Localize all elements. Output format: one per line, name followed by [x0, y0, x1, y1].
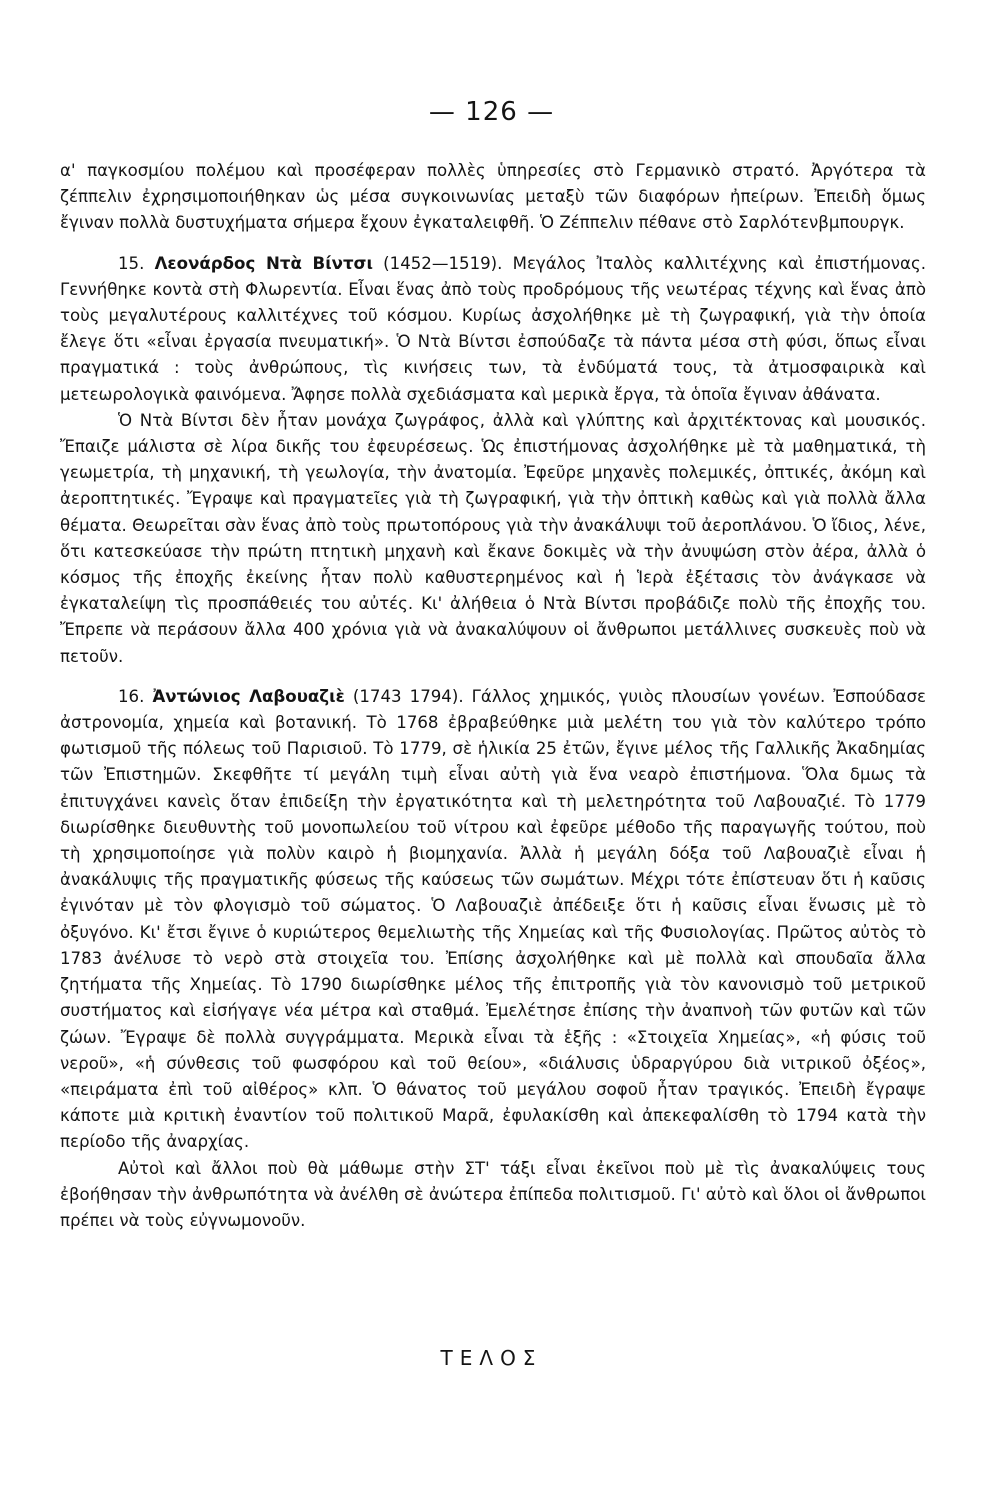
- paragraph-text: Αὐτοὶ καὶ ἄλλοι ποὺ θὰ μάθωμε στὴν ΣΤ' τάξι εἶναι ἐκεῖνοι ποὺ μὲ τὶς ἀνακαλύψεις τους ἐβοήθησαν τὴν ἀνθρωπότητα νὰ ἀνέλθη σὲ ἀνώτερα ἐπίπεδα πολιτισμοῦ. Γι' αὐτὸ καὶ ὅλοι οἱ ἄνθρωποι πρέπει νὰ τοὺς εὐγνωμονοῦν.: [60, 1158, 926, 1230]
- page-number: — 126 —: [428, 97, 555, 127]
- entry-text: (1743 1794). Γάλλος χημικός, γυιὸς πλουσίων γονέων. Ἐσπούδασε ἀστρονομία, χημεία καὶ βοτανική. Τὸ 1768 ἐβραβεύθηκε μιὰ μελέτη του γιὰ τὸν καλύτερο τρόπο φωτισμοῦ τῆς πόλεως τοῦ Παρισιοῦ. Τὸ 1779, σὲ ἡλικία 25 ἐτῶν, ἔγινε μέλος τῆς Γαλλικῆς Ἀκαδημίας τῶν Ἐπιστημῶν. Σκεφθῆτε τί μεγάλη τιμὴ εἶναι αὐτὴ γιὰ ἕνα νεαρὸ ἐπιστήμονα. Ὅλα δμως τὰ ἐπιτυγχάνει κανεὶς ὅταν ἐπιδείξη τὴν ἐργατικότητα καὶ τὴ μελετηρότητα τοῦ Λαβουαζιέ. Τὸ 1779 διωρίσθηκε διευθυντὴς τοῦ μονοπωλείου τοῦ νίτρου καὶ ἐφεῦρε μέθοδο τῆς παραγωγῆς τούτου, ποὺ τὴ χρησιμοποίησε γιὰ πολὺν καιρὸ ἡ βιομηχανία. Ἀλλὰ ἡ μεγάλη δόξα τοῦ Λαβουαζιὲ εἶναι ἡ ἀνακάλυψις τῆς πραγματικῆς φύσεως τῆς καύσεως τῶν σωμάτων. Μέχρι τότε ἐπίστευαν ὅτι ἡ καῦσις ἐγινόταν μὲ τὸν φλογισμὸ τοῦ σώματος. Ὁ Λαβουαζιὲ ἀπέδειξε ὅτι ἡ καῦσις εἶναι ἕνωσις μὲ τὸ ὀξυγόνο. Κι' ἔτσι ἔγινε ὁ κυριώτερος θεμελιωτὴς τῆς Χημείας καὶ τῆς Φυσιολογίας. Πρῶτος αὐτὸς τὸ 1783 ἀνέλυσε τὸ νερὸ στὰ στοιχεῖα του. Ἐπίσης ἀσχολήθηκε καὶ μὲ πολλὰ καὶ σπουδαῖα ἄλλα ζητήματα τῆς Χημείας. Τὸ 1790 διωρίσθηκε μέλος τῆς ἐπιτροπῆς γιὰ τὸν κανονισμὸ τοῦ μετρικοῦ συστήματος καὶ εἰσήγαγε νέα μέτρα καὶ σταθμά. Ἐμελέτησε ἐπίσης τὴν ἀναπνοὴ τῶν φυτῶν καὶ τῶν ζώων. Ἔγραψε δὲ πολλὰ συγγράμματα. Μερικὰ εἶναι τὰ ἑξῆς : «Στοιχεῖα Χημείας», «ἡ φύσις τοῦ νεροῦ», «ἡ σύνθεσις τοῦ φωσφόρου καὶ τοῦ θείου», «διάλυσις ὑδραργύρου διὰ νιτρικοῦ ὀξέος», «πειράματα ἐπὶ τοῦ αἰθέρος» κλπ. Ὁ θάνατος τοῦ μεγάλου σοφοῦ ἦταν τραγικός. Ἐπειδὴ ἔγραψε κάποτε μιὰ κριτικὴ ἐναντίον τοῦ πολιτικοῦ Μαρᾶ, ἐφυλακίσθη καὶ ἀπεκεφαλίσθη τὸ 1794 κατὰ τὴν περίοδο τῆς ἀναρχίας.: [60, 686, 926, 1152]
- entry-name: Λεονάρδος Ντὰ Βίντσι: [154, 253, 373, 273]
- entry-text: (1452—1519). Μεγάλος Ἰταλὸς καλλιτέχνης καὶ ἐπιστήμονας. Γεννήθηκε κοντὰ στὴ Φλωρεντία. Εἶναι ἕνας ἀπὸ τοὺς προδρόμους τῆς νεωτέρας τέχνης καὶ ἕνας ἀπὸ τοὺς μεγαλυτέρους καλλιτέχνες τοῦ κόσμου. Κυρίως ἀσχολήθηκε μὲ τὴ ζωγραφική, γιὰ τὴν ὁποία ἔλεγε ὅτι «εἶναι ἐργασία πνευματική». Ὁ Ντὰ Βίντσι ἐσπούδαζε τὰ πάντα μέσα στὴ φύσι, ὅπως εἶναι πραγματικά : τοὺς ἀνθρώπους, τὶς κινήσεις των, τὰ ἐνδύματά τους, τὰ ἀτμοσφαιρικὰ καὶ μετεωρολογικὰ φαινόμενα. Ἄφησε πολλὰ σχεδιάσματα καὶ μερικὰ ἔργα, τὰ ὁποῖα ἔγιναν ἀθάνατα.: [60, 253, 926, 404]
- entry-name: Ἀντώνιος Λαβουαζιὲ: [152, 686, 345, 706]
- paragraph-leonardo-continued: [60, 408, 926, 670]
- paragraph-closing: [60, 1156, 926, 1235]
- end-mark: ΤΕΛΟΣ: [440, 1346, 543, 1370]
- entry-15-leonardo: [60, 251, 926, 408]
- page-text: [60, 158, 926, 1234]
- paragraph-continuation: [60, 158, 926, 237]
- entry-number: 16.: [118, 686, 145, 706]
- entry-16-lavoisier: [60, 684, 926, 1156]
- entry-number: 15.: [118, 253, 145, 273]
- paragraph-text: α' παγκοσμίου πολέμου καὶ προσέφεραν πολλὲς ὑπηρεσίες στὸ Γερμανικὸ στρατό. Ἀργότερα τὰ ζέππελιν ἐχρησιμοποιήθηκαν ὡς μέσα συγκοινωνίας μεταξὺ τῶν διαφόρων ἠπείρων. Ἐπειδὴ ὅμως ἔγιναν πολλὰ δυστυχήματα σήμερα ἔχουν ἐγκαταλειφθῆ. Ὁ Ζέππελιν πέθανε στὸ Σαρλότενβμπουργκ.: [60, 161, 926, 233]
- paragraph-text: Ὁ Ντὰ Βίντσι δὲν ἦταν μονάχα ζωγράφος, ἀλλὰ καὶ γλύπτης καὶ ἀρχιτέκτονας καὶ μουσικός. Ἔπαιζε μάλιστα σὲ λίρα δικῆς του ἐφευρέσεως. Ὡς ἐπιστήμονας ἀσχολήθηκε μὲ τὰ μαθηματικά, τὴ γεωμετρία, τὴ μηχανική, τὴ γεωλογία, τὴν ἀνατομία. Ἐφεῦρε μηχανὲς πολεμικές, ὀπτικές, ἀκόμη καὶ ἀεροπτητικές. Ἔγραψε καὶ πραγματεῖες γιὰ τὴ ζωγραφική, γιὰ τὴν ὀπτικὴ καθὼς καὶ γιὰ πολλὰ ἄλλα θέματα. Θεωρεῖται σὰν ἕνας ἀπὸ τοὺς πρωτοπόρους γιὰ τὴν ἀνακάλυψι τοῦ ἀεροπλάνου. Ὁ ἴδιος, λένε, ὅτι κατεσκεύασε τὴν πρώτη πτητικὴ μηχανὴ καὶ ἔκανε δοκιμὲς νὰ τὴν ἀνυψώση στὸν ἀέρα, ἀλλὰ ὁ κόσμος τῆς ἐποχῆς ἐκείνης ἦταν πολὺ καθυστερημένος καὶ ἡ Ἱερὰ ἐξέτασις τὸν ἀνάγκασε νὰ ἐγκαταλείψη τὶς προσπάθειές του αὐτές. Κι' ἀλήθεια ὁ Ντὰ Βίντσι προβάδιζε πολὺ τῆς ἐποχῆς του. Ἔπρεπε νὰ περάσουν ἄλλα 400 χρόνια γιὰ νὰ ἀνακαλύψουν οἱ ἄνθρωποι μετάλλινες συσκευὲς ποὺ νὰ πετοῦν.: [60, 410, 926, 666]
